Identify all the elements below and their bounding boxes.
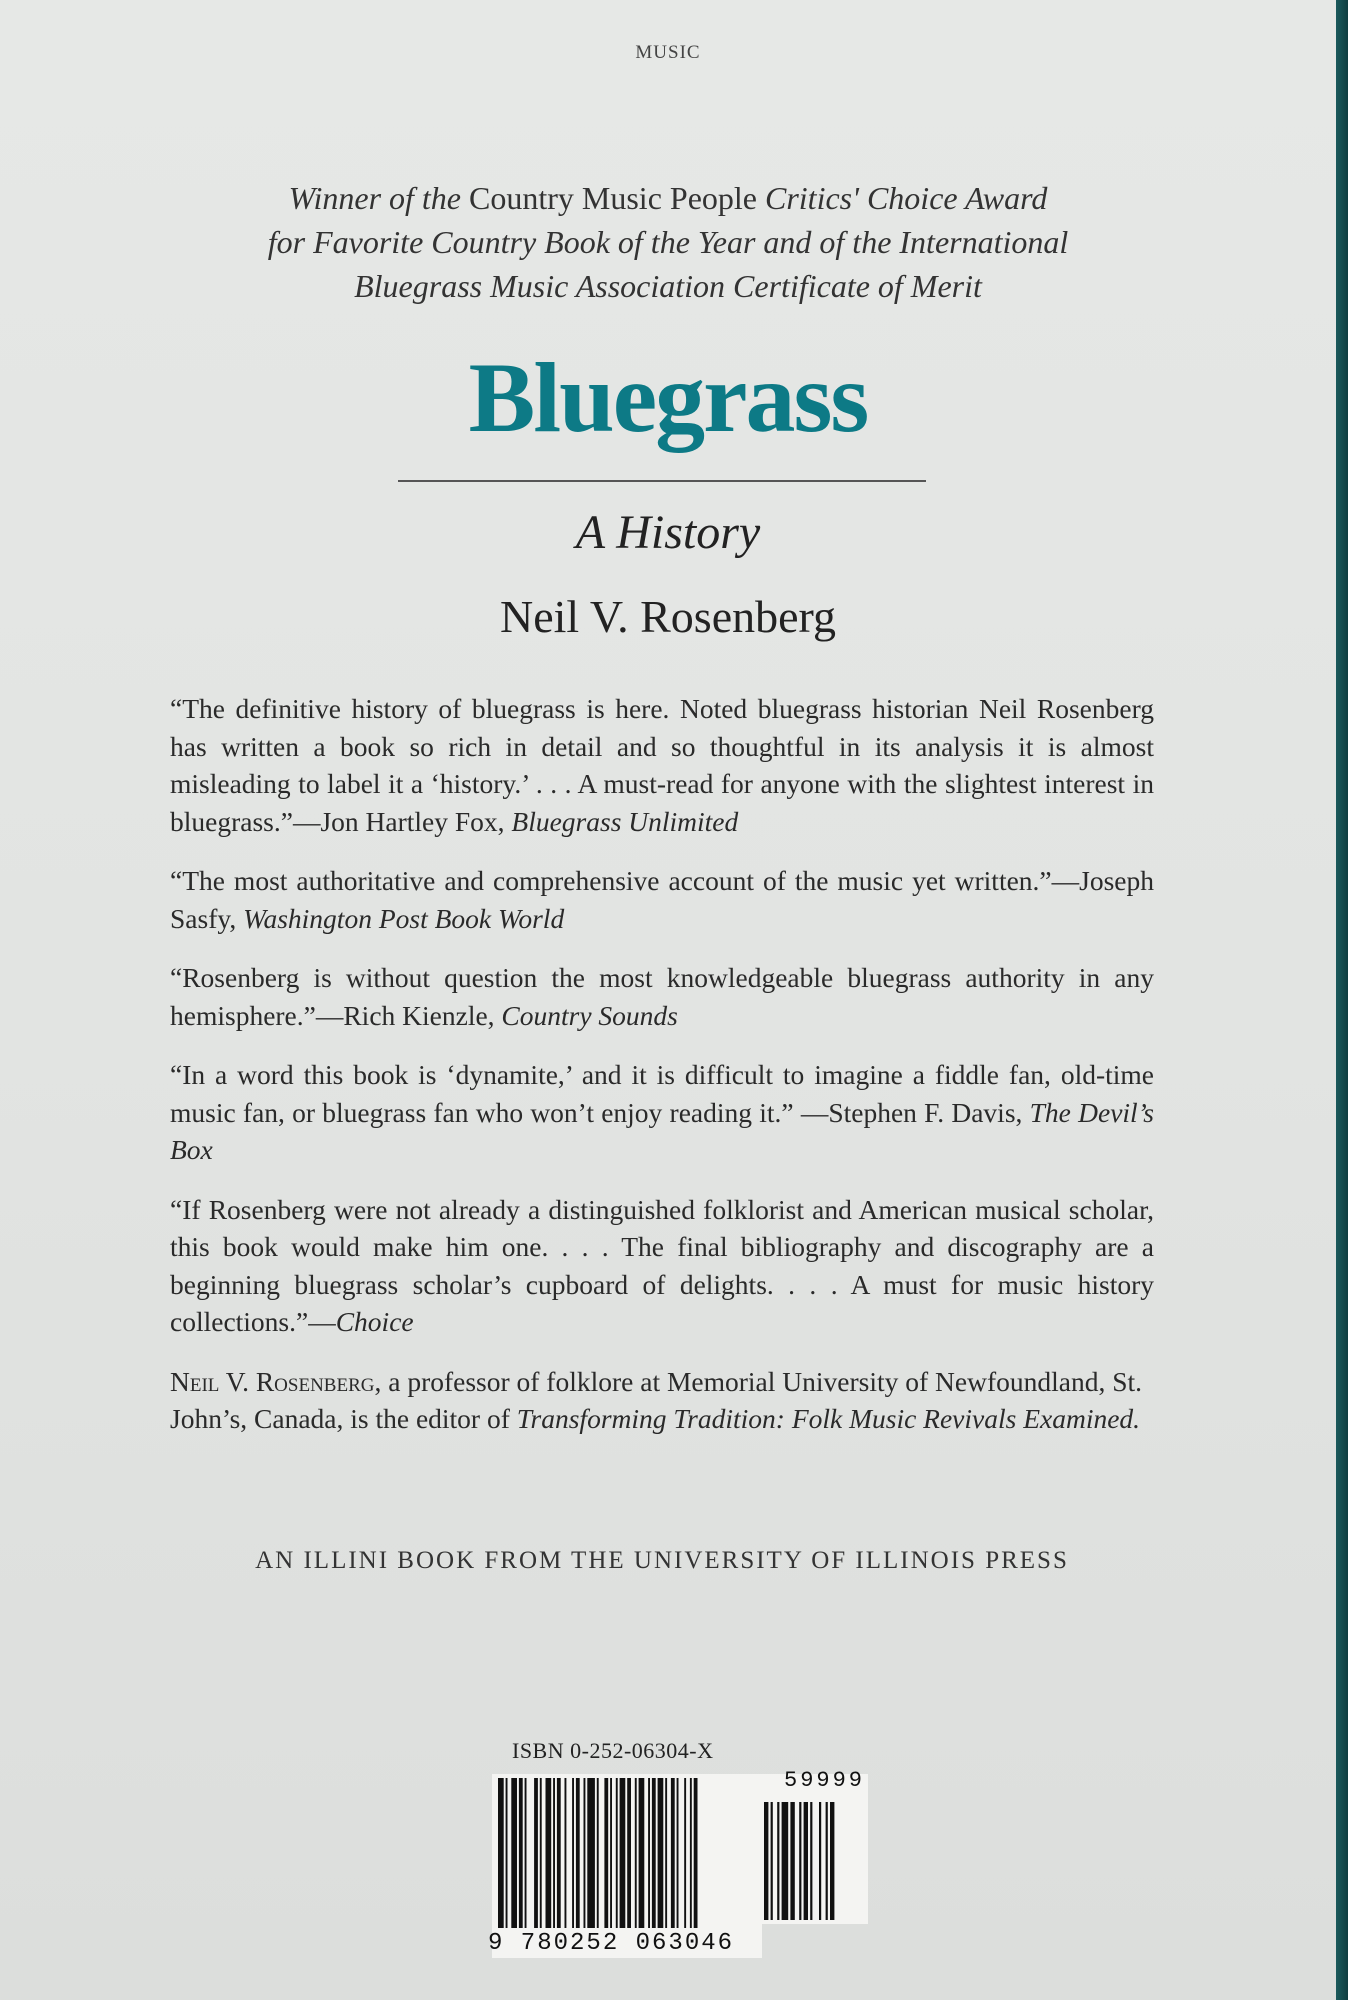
- review-blurbs: [170, 690, 1154, 1460]
- award-line3: Bluegrass Music Association Certificate of Merit: [354, 268, 982, 304]
- bio-text: , a professor of folklore at Memorial University of Newfoundland, St. John’s, Canada, is the editor of: [170, 1365, 1143, 1434]
- title-divider: [398, 480, 926, 482]
- book-author: Neil V. Rosenberg: [499, 591, 837, 642]
- publisher-imprint: AN ILLINI BOOK FROM THE UNIVERSITY OF ILLINOIS PRESS: [255, 1547, 1069, 1574]
- award-line1-a: Winner of the: [288, 180, 461, 216]
- blurb-source: The Devil’s Box: [170, 1096, 1154, 1165]
- bio-name: Neil V. Rosenberg: [170, 1365, 375, 1397]
- price-code: 59999: [784, 1768, 866, 1793]
- award-line2: for Favorite Country Book of the Year and of the International: [267, 224, 1069, 260]
- isbn-label: ISBN 0-252-06304-X: [512, 1738, 714, 1763]
- blurb-quote: “The most authoritative and comprehensive account of the music yet written.”—Joseph Sasfy,: [170, 865, 1154, 934]
- award-line1-b: Critics' Choice Award: [764, 180, 1048, 216]
- blurb-quote: “If Rosenberg were not already a distinguished folklorist and American musical scholar, this book would make him one. . . . The final bibliography and discography are a beginning bluegrass scholar’s cupboard of delights. . . . A must for music history collections.”—: [170, 1193, 1154, 1337]
- blurb: [170, 862, 1154, 937]
- blurb: [170, 690, 1154, 840]
- blurb: [170, 959, 1154, 1034]
- price-addon-barcode: [758, 1774, 868, 1924]
- blurb-quote: “Rosenberg is without question the most knowledgeable bluegrass authority in any hemisphere.”—Rich Kienzle,: [170, 962, 1154, 1031]
- book-title: Bluegrass: [468, 342, 868, 453]
- category-label: MUSIC: [635, 42, 701, 63]
- author-bio: [170, 1363, 1154, 1438]
- blurb: [170, 1056, 1154, 1169]
- book-subtitle: A History: [575, 506, 761, 559]
- spine-edge: [1336, 0, 1348, 2000]
- blurb: [170, 1191, 1154, 1341]
- award-statement: [168, 176, 1168, 308]
- blurb-source: Bluegrass Unlimited: [511, 805, 739, 837]
- award-line1-magazine: Country Music People: [469, 180, 757, 216]
- barcode-number: 9 780252 063046: [488, 1930, 735, 1957]
- blurb-quote: “The definitive history of bluegrass is here. Noted bluegrass historian Neil Rosenberg has written a book so rich in detail and so thoughtful in its analysis it is almost misleading to label it a ‘history.’ . . . A must-read for anyone with the slightest interest in bluegrass.”—Jon Hartley Fox,: [170, 693, 1154, 837]
- blurb-source: Washington Post Book World: [243, 902, 565, 934]
- blurb-quote: “In a word this book is ‘dynamite,’ and it is difficult to imagine a fiddle fan, old-time music fan, or bluegrass fan who won’t enjoy reading it.” —Stephen F. Davis,: [170, 1059, 1154, 1128]
- bio-book-title: Transforming Tradition: Folk Music Revivals Examined.: [516, 1403, 1141, 1434]
- blurb-source: Choice: [335, 1306, 414, 1337]
- blurb-source: Country Sounds: [501, 999, 678, 1031]
